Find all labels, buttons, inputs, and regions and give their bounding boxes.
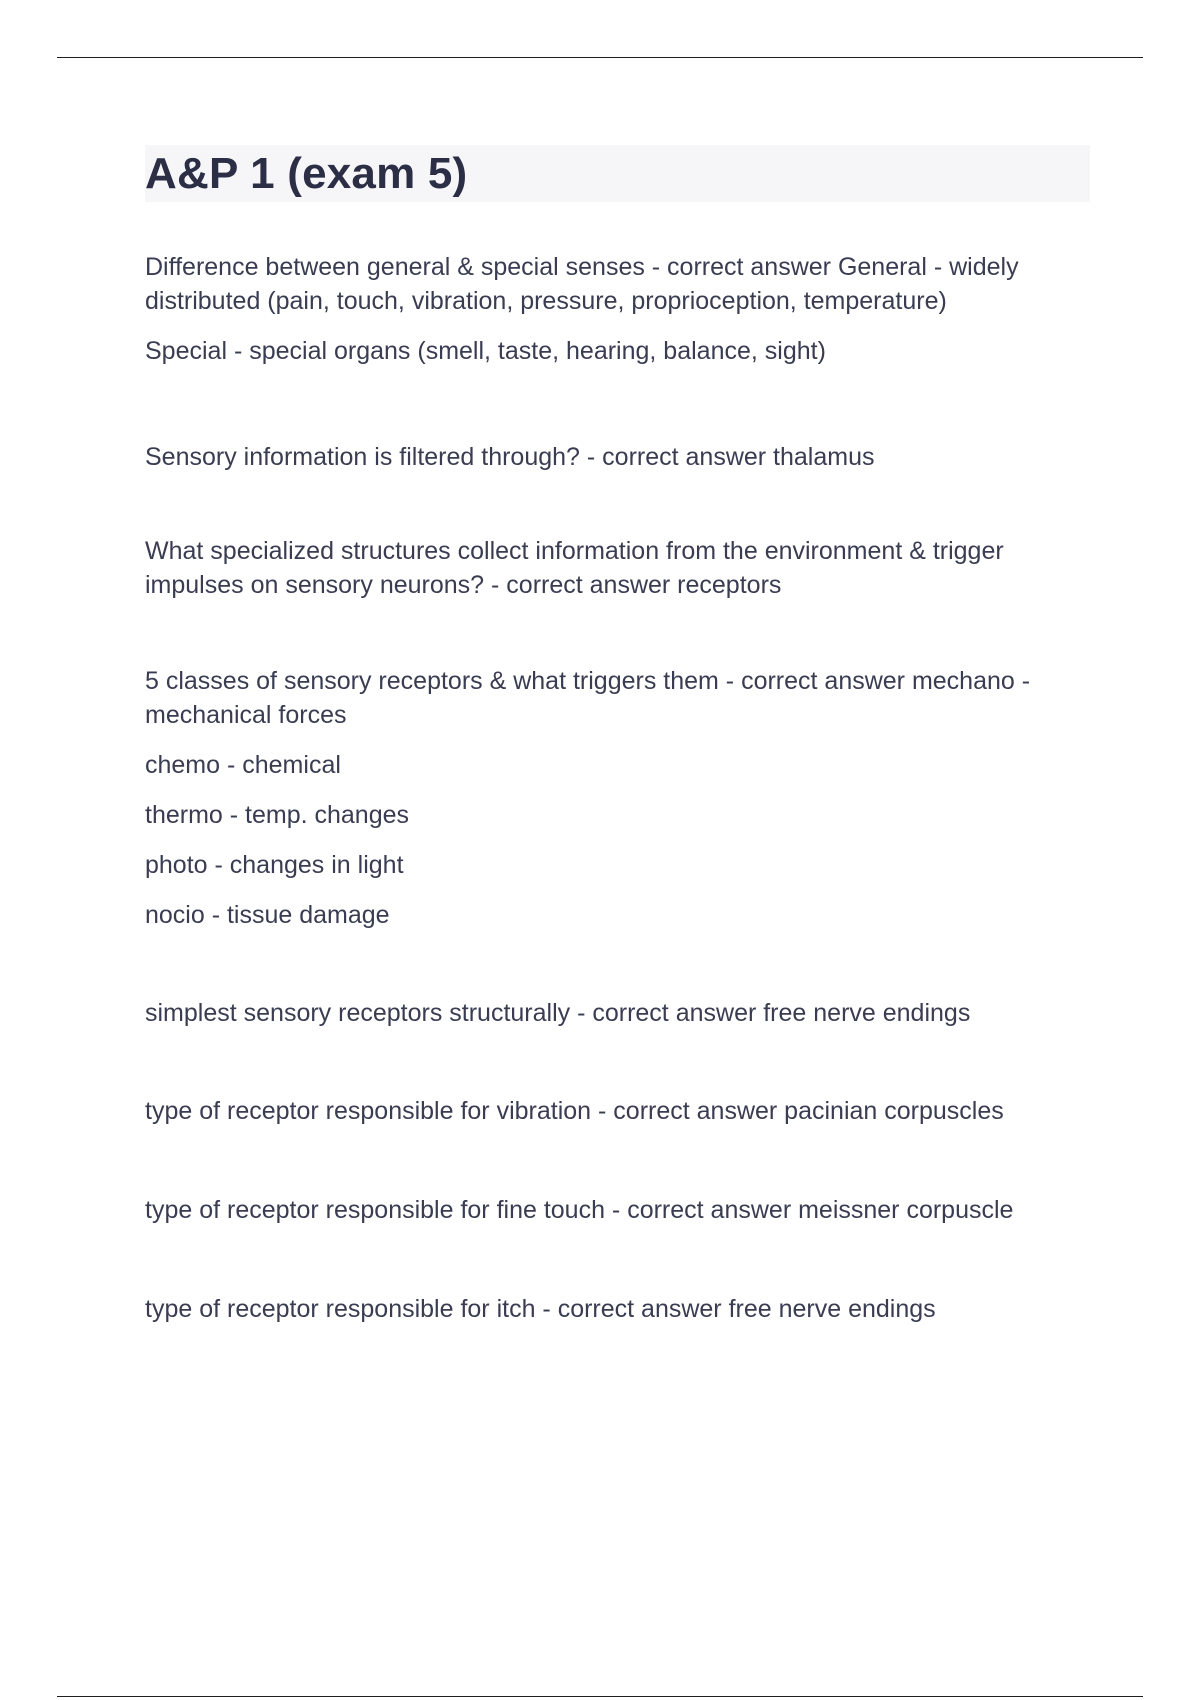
qa-item-itch-receptor: [145, 1292, 1085, 1326]
qa-item-receptor-classes: [145, 664, 1085, 932]
document-body: [145, 250, 1085, 1326]
qa-line: Special - special organs (smell, taste, hearing, balance, sight): [145, 337, 826, 365]
qa-line: What specialized structures collect information from the environment & trigger impulses on sensory neurons? - correct answer receptors: [145, 537, 1004, 599]
qa-item-sensory-filter: [145, 440, 1085, 474]
qa-line: nocio - tissue damage: [145, 901, 390, 929]
qa-line: chemo - chemical: [145, 751, 341, 779]
qa-line: 5 classes of sensory receptors & what triggers them - correct answer mechano - mechanical forces: [145, 667, 1031, 729]
qa-item-vibration-receptor: [145, 1094, 1085, 1128]
qa-line: type of receptor responsible for fine touch - correct answer meissner corpuscle: [145, 1196, 1014, 1224]
qa-line: Difference between general & special senses - correct answer General - widely distributed (pain, touch, vibration, pressure, proprioception, temperature): [145, 253, 1019, 315]
header-rule: [57, 57, 1143, 58]
qa-item-general-special-senses: [145, 250, 1085, 368]
footer-rule: [57, 1696, 1143, 1697]
qa-line: type of receptor responsible for itch - correct answer free nerve endings: [145, 1295, 936, 1323]
qa-line: thermo - temp. changes: [145, 801, 410, 829]
qa-line: simplest sensory receptors structurally - correct answer free nerve endings: [145, 999, 971, 1027]
qa-item-fine-touch-receptor: [145, 1193, 1085, 1227]
qa-item-receptors: [145, 534, 1085, 602]
document-title: A&P 1 (exam 5): [145, 149, 468, 198]
qa-item-simplest-receptors: [145, 996, 1085, 1030]
qa-line: Sensory information is filtered through? - correct answer thalamus: [145, 443, 875, 471]
qa-line: type of receptor responsible for vibration - correct answer pacinian corpuscles: [145, 1097, 1004, 1125]
qa-line: photo - changes in light: [145, 851, 404, 879]
